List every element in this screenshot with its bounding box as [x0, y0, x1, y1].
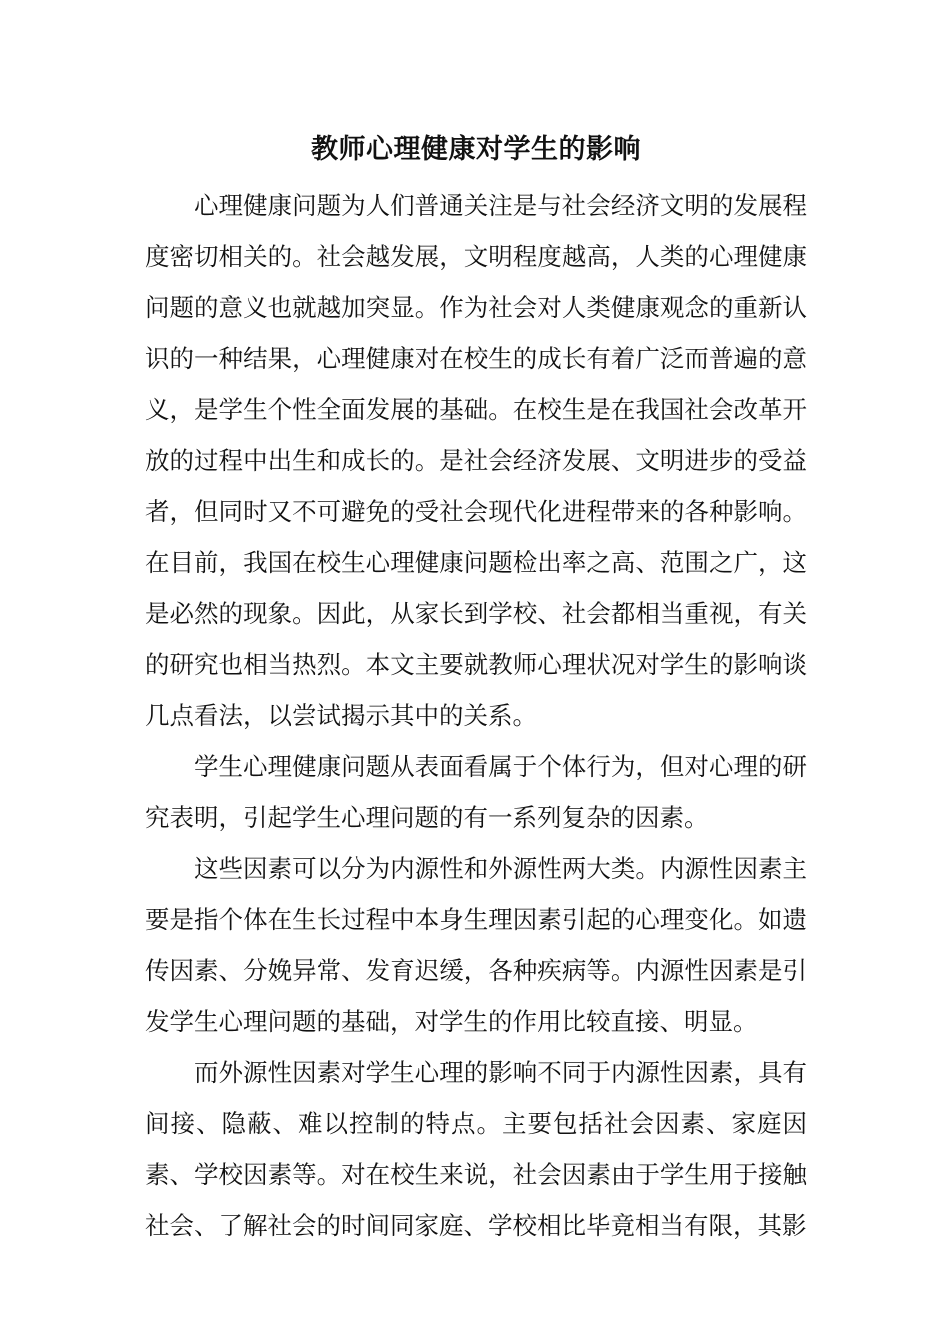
document-title: 教师心理健康对学生的影响: [311, 134, 641, 165]
paragraph-3: 这些因素可以分为内源性和外源性两大类。内源性因素主要是指个体在生长过程中本身生理因素引起的心理变化。如遗传因素、分娩异常、发育迟缓，各种疾病等。内源性因素是引发学生心理问题的基础，对学生的作用比较直接、明显。: [145, 854, 807, 1036]
paragraph-2: 学生心理健康问题从表面看属于个体行为，但对心理的研究表明，引起学生心理问题的有一系列复杂的因素。: [145, 752, 807, 832]
paragraph-4: 而外源性因素对学生心理的影响不同于内源性因素，具有间接、隐蔽、难以控制的特点。主要包括社会因素、家庭因素、学校因素等。对在校生来说，社会因素由于学生用于接触社会、了解社会的时间同家庭、学校相比毕竟相当有限，其影: [145, 1058, 807, 1240]
paragraph-1: 心理健康问题为人们普通关注是与社会经济文明的发展程度密切相关的。社会越发展，文明程度越高，人类的心理健康问题的意义也就越加突显。作为社会对人类健康观念的重新认识的一种结果，心理健康对在校生的成长有着广泛而普遍的意义，是学生个性全面发展的基础。在校生是在我国社会改革开放的过程中出生和成长的。是社会经济发展、文明进步的受益者，但同时又不可避免的受社会现代化进程带来的各种影响。在目前，我国在校生心理健康问题检出率之高、范围之广，这是必然的现象。因此，从家长到学校、社会都相当重视，有关的研究也相当热烈。本文主要就教师心理状况对学生的影响谈几点看法，以尝试揭示其中的关系。: [145, 191, 807, 730]
document-page: [145, 128, 807, 1251]
